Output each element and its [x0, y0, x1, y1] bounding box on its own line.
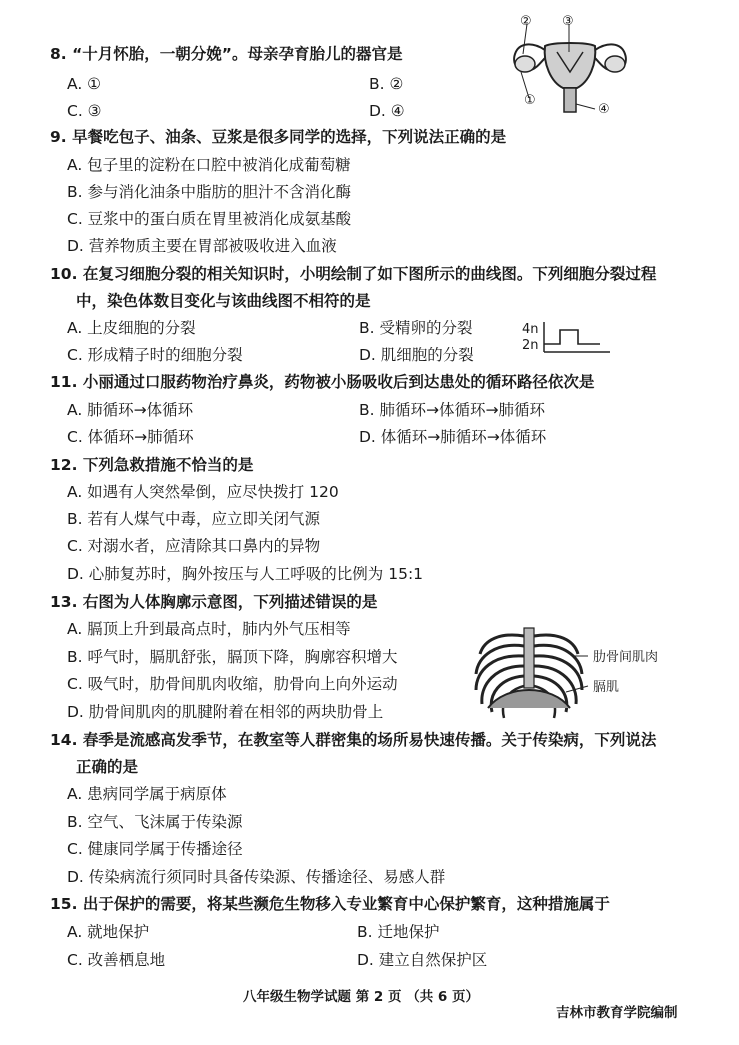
q9-option-c: C. 豆浆中的蛋白质在胃里被消化成氨基酸: [67, 210, 352, 228]
q11-option-c: C. 体循环→肺循环: [67, 428, 194, 446]
q9-option-a: A. 包子里的淀粉在口腔中被消化成葡萄糖: [67, 156, 351, 174]
q12-option-c: C. 对溺水者，应清除其口鼻内的异物: [67, 537, 321, 555]
q14-option-d: D. 传染病流行须同时具备传染源、传播途径、易感人群: [67, 868, 446, 886]
chromosome-curve-graph: [544, 322, 614, 358]
q9-option-d: D. 营养物质主要在胃部被吸收进入血液: [67, 237, 337, 255]
question-12-stem: 12. 下列急救措施不恰当的是: [50, 456, 254, 474]
question-13-stem: 13. 右图为人体胸廓示意图，下列描述错误的是: [50, 593, 378, 611]
q8-option-b: B. ②: [369, 75, 404, 93]
q8-option-d: D. ④: [369, 102, 405, 120]
q12-option-b: B. 若有人煤气中毒，应立即关闭气源: [67, 510, 320, 528]
q10-option-b: B. 受精卵的分裂: [359, 319, 473, 337]
q14-option-a: A. 患病同学属于病原体: [67, 785, 227, 803]
question-10-stem-line1: 10. 在复习细胞分裂的相关知识时，小明绘制了如下图所示的曲线图。下列细胞分裂过程: [50, 265, 657, 283]
figure-marker-2: ②: [520, 14, 532, 29]
q15-option-a: A. 就地保护: [67, 923, 150, 941]
question-9-stem: 9. 早餐吃包子、油条、豆浆是很多同学的选择，下列说法正确的是: [50, 128, 507, 146]
figure-marker-1: ①: [524, 93, 536, 108]
label-intercostal-muscle: 肋骨间肌肉: [593, 650, 659, 665]
q8-option-a: A. ①: [67, 75, 102, 93]
publisher-credit: 吉林市教育学院编制: [556, 1005, 678, 1021]
q15-option-d: D. 建立自然保护区: [357, 951, 488, 969]
question-14-stem-line2: 正确的是: [76, 758, 139, 776]
label-diaphragm: 膈肌: [593, 680, 620, 695]
q11-option-b: B. 肺循环→体循环→肺循环: [359, 401, 545, 419]
q13-option-c: C. 吸气时，肋骨间肌肉收缩，肋骨向上向外运动: [67, 675, 398, 693]
q13-option-a: A. 膈顶上升到最高点时，肺内外气压相等: [67, 620, 351, 638]
q15-option-c: C. 改善栖息地: [67, 951, 166, 969]
question-10-stem-line2: 中，染色体数目变化与该曲线图不相符的是: [76, 292, 371, 310]
q14-option-b: B. 空气、飞沫属于传染源: [67, 813, 243, 831]
question-8-stem: 8. “十月怀胎，一朝分娩”。母亲孕育胎儿的器官是: [50, 45, 403, 63]
graph-label-2n: 2n: [522, 338, 539, 353]
q11-option-a: A. 肺循环→体循环: [67, 401, 194, 419]
page-footer: 八年级生物学试题 第 2 页 （共 6 页）: [243, 989, 479, 1005]
q10-option-a: A. 上皮细胞的分裂: [67, 319, 196, 337]
rib-cage-figure: [470, 626, 588, 722]
question-15-stem: 15. 出于保护的需要，将某些濒危生物移入专业繁育中心保护繁育，这种措施属于: [50, 895, 610, 913]
q15-option-b: B. 迁地保护: [357, 923, 440, 941]
q10-option-d: D. 肌细胞的分裂: [359, 346, 474, 364]
question-11-stem: 11. 小丽通过口服药物治疗鼻炎，药物被小肠吸收后到达患处的循环路径依次是: [50, 373, 595, 391]
q10-option-c: C. 形成精子时的细胞分裂: [67, 346, 243, 364]
question-14-stem-line1: 14. 春季是流感高发季节，在教室等人群密集的场所易快速传播。关于传染病，下列说法: [50, 731, 657, 749]
figure-marker-3: ③: [562, 14, 574, 29]
q8-option-c: C. ③: [67, 102, 102, 120]
figure-marker-4: ④: [598, 102, 610, 117]
q13-option-b: B. 呼气时，膈肌舒张，膈顶下降，胸廓容积增大: [67, 648, 398, 666]
q12-option-d: D. 心肺复苏时，胸外按压与人工呼吸的比例为 15:1: [67, 565, 424, 583]
q12-option-a: A. 如遇有人突然晕倒，应尽快拨打 120: [67, 483, 339, 501]
graph-label-4n: 4n: [522, 322, 539, 337]
q11-option-d: D. 体循环→肺循环→体循环: [359, 428, 547, 446]
q13-option-d: D. 肋骨间肌肉的肌腱附着在相邻的两块肋骨上: [67, 703, 384, 721]
q14-option-c: C. 健康同学属于传播途径: [67, 840, 243, 858]
q9-option-b: B. 参与消化油条中脂肪的胆汁不含消化酶: [67, 183, 351, 201]
